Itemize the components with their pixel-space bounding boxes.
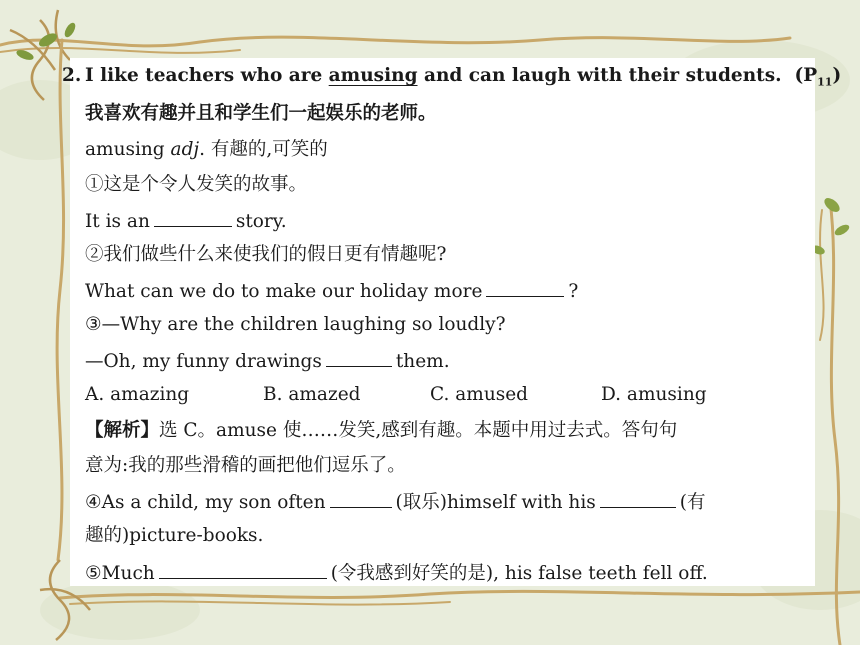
option-b[interactable]: B. amazed — [263, 384, 361, 405]
q4-line-1: ④As a child, my son often (取乐)himself with his (有 — [85, 489, 705, 513]
analysis-line-1 — [85, 419, 677, 443]
page-reference: $(P_{11})$ — [794, 65, 842, 89]
q2-english: What can we do to make our holiday more ? — [85, 278, 578, 302]
item-heading — [62, 64, 842, 89]
q3-blank[interactable] — [326, 348, 392, 367]
top-vine — [0, 37, 790, 53]
q4-line-2: 趣的)picture-books. — [85, 525, 264, 546]
right-vine-leaves — [810, 195, 851, 256]
definition-line — [85, 138, 328, 162]
definition-meaning: . 有趣的,可笑的 — [199, 139, 328, 160]
q1-blank[interactable] — [154, 208, 232, 227]
q1-chinese: ①这是个令人发笑的故事。 — [85, 174, 308, 195]
keyword-amusing: amusing — [328, 65, 418, 86]
q3-answer: —Oh, my funny drawings them. — [85, 348, 450, 372]
q4-blank-1[interactable] — [330, 489, 392, 508]
item-translation: 我喜欢有趣并且和学生们一起娱乐的老师。 — [85, 103, 437, 124]
q5-line: ⑤Much (令我感到好笑的是), his false teeth fell off. — [85, 560, 708, 584]
definition-word: amusing — [85, 139, 171, 160]
q3-question: ③—Why are the children laughing so loudly? — [85, 314, 506, 335]
analysis-line-2: 意为:我的那些滑稽的画把他们逗乐了。 — [85, 455, 406, 476]
q4-blank-2[interactable] — [600, 489, 676, 508]
definition-pos: adj — [170, 139, 200, 160]
q3-options — [85, 383, 785, 407]
q2-blank[interactable] — [486, 278, 564, 297]
option-c[interactable]: C. amused — [430, 384, 529, 405]
option-a[interactable]: A. amazing — [85, 384, 190, 405]
q2-chinese: ②我们做些什么来使我们的假日更有情趣呢? — [85, 244, 447, 265]
analysis-text-1: 选 C。amuse 使……发笑,感到有趣。本题中用过去式。答句句 — [159, 420, 678, 441]
sentence-part-2: and can laugh with their students. — [417, 65, 782, 86]
analysis-label: 【解析】 — [85, 420, 160, 441]
item-number: 2. — [62, 65, 82, 86]
q1-english: It is an story. — [85, 208, 287, 232]
q5-blank[interactable] — [159, 560, 327, 579]
option-d[interactable]: D. amusing — [601, 384, 707, 405]
sentence-part-1: I like teachers who are — [85, 65, 329, 86]
